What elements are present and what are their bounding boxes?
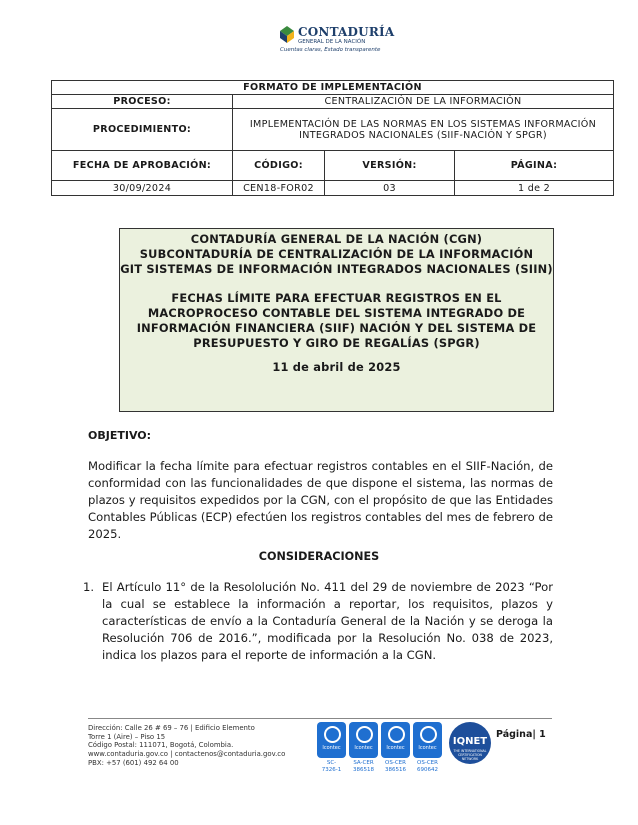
icontec-cert-badge: Icontec OS-CER 386516 (381, 722, 410, 778)
footer-line: Código Postal: 111071, Bogotá, Colombia. (88, 741, 234, 750)
title-box-line3: GIT SISTEMAS DE INFORMACIÓN INTEGRADOS NACIONALES (SIIN) (120, 262, 553, 276)
iqnet-sublabel: THE INTERNATIONAL CERTIFICATION NETWORK (453, 749, 487, 761)
list-item-text: El Artículo 11° de la Resololución No. 411 del 29 de noviembre de 2023 “Por la cual se establece la información a reportar, los requisitos, plazos y características de envío a la Contaduría General de la Nación y se deroga la Resolución 706 de 2016.”, modificada por la Resolución No. 038 de 2023, indica los plazos para el reporte de información a la CGN. (102, 580, 553, 662)
title-box-line4: FECHAS LÍMITE PARA EFECTUAR REGISTROS EN EL MACROPROCESO CONTABLE DEL SISTEMA INTEGRADO DE INFORMACIÓN FINANCIERA (SIIF) NACIÓN Y DEL SISTEMA DE PRESUPUESTO Y GIRO DE REGALÍAS (SPGR) (136, 291, 537, 350)
title-box-date: 11 de abril de 2025 (272, 360, 401, 374)
footer-address (88, 724, 323, 768)
icontec-cert-badge: Icontec OS-CER 690642 (413, 722, 442, 778)
icontec-cert-badge: Icontec SA-CER 386518 (349, 722, 378, 778)
icontec-icon (388, 726, 405, 743)
icontec-cert-badge: Icontec SC- 7326-1 (317, 722, 346, 778)
footer-line: www.contaduria.gov.co | contactenos@contaduria.gov.co (88, 750, 286, 759)
format-header-table (51, 80, 614, 196)
procedimiento-label: PROCEDIMIENTO: (52, 109, 233, 151)
iqnet-badge (449, 722, 491, 764)
objetivo-heading: OBJETIVO: (88, 429, 152, 442)
version-value: 03 (325, 181, 455, 196)
fecha-aprobacion-label: FECHA DE APROBACIÓN: (52, 151, 233, 181)
iqnet-label: IQNET (452, 736, 488, 747)
logo-slogan: Cuentas claras, Estado transparente (280, 47, 381, 53)
proceso-label: PROCESO: (52, 95, 233, 109)
logo-name: CONTADURÍA (298, 25, 395, 39)
page-number: Página| 1 (496, 729, 546, 740)
fecha-aprobacion-value: 30/09/2024 (52, 181, 233, 196)
logo-subtitle: GENERAL DE LA NACIÓN (298, 39, 366, 45)
consideraciones-heading: CONSIDERACIONES (258, 550, 380, 563)
pagina-label: PÁGINA: (455, 151, 614, 181)
title-box-line2: SUBCONTADURÍA DE CENTRALIZACIÓN DE LA INFORMACIÓN (139, 247, 534, 261)
codigo-value: CEN18-FOR02 (233, 181, 325, 196)
codigo-label: CÓDIGO: (233, 151, 325, 181)
objetivo-text: Modificar la fecha límite para efectuar registros contables en el SIIF-Nación, de conformidad con las funcionalidades de que dispone el sistema, las normas de plazos y requisitos expedidos por la CGN, con el propósito de que las Entidades Contables Públicas (ECP) efectúen los registros contables del mes de febrero de 2025. (88, 459, 553, 541)
icontec-icon (324, 726, 341, 743)
proceso-value: CENTRALIZACIÓN DE LA INFORMACIÓN (233, 95, 614, 109)
icontec-icon (356, 726, 373, 743)
icontec-icon (420, 726, 437, 743)
pagina-value: 1 de 2 (455, 181, 614, 196)
procedimiento-value: IMPLEMENTACIÓN DE LAS NORMAS EN LOS SISTEMAS INFORMACIÓN INTEGRADOS NACIONALES (SIIF-NACIÓN Y SPGR) (233, 109, 614, 151)
footer-line: Dirección: Calle 26 # 69 – 76 | Edificio Elemento (88, 724, 255, 732)
cgn-emblem-icon (280, 26, 294, 46)
footer-line: PBX: +57 (601) 492 64 00 (88, 758, 179, 767)
footer-divider (88, 718, 552, 719)
cgn-logo (280, 24, 395, 54)
title-box (119, 228, 554, 412)
title-box-line1: CONTADURÍA GENERAL DE LA NACIÓN (CGN) (190, 232, 483, 246)
version-label: VERSIÓN: (325, 151, 455, 181)
footer-line: Torre 1 (Aire) – Piso 15 (88, 732, 166, 741)
list-item-number: 1. (83, 580, 95, 594)
format-title: FORMATO DE IMPLEMENTACIÓN (52, 81, 614, 95)
